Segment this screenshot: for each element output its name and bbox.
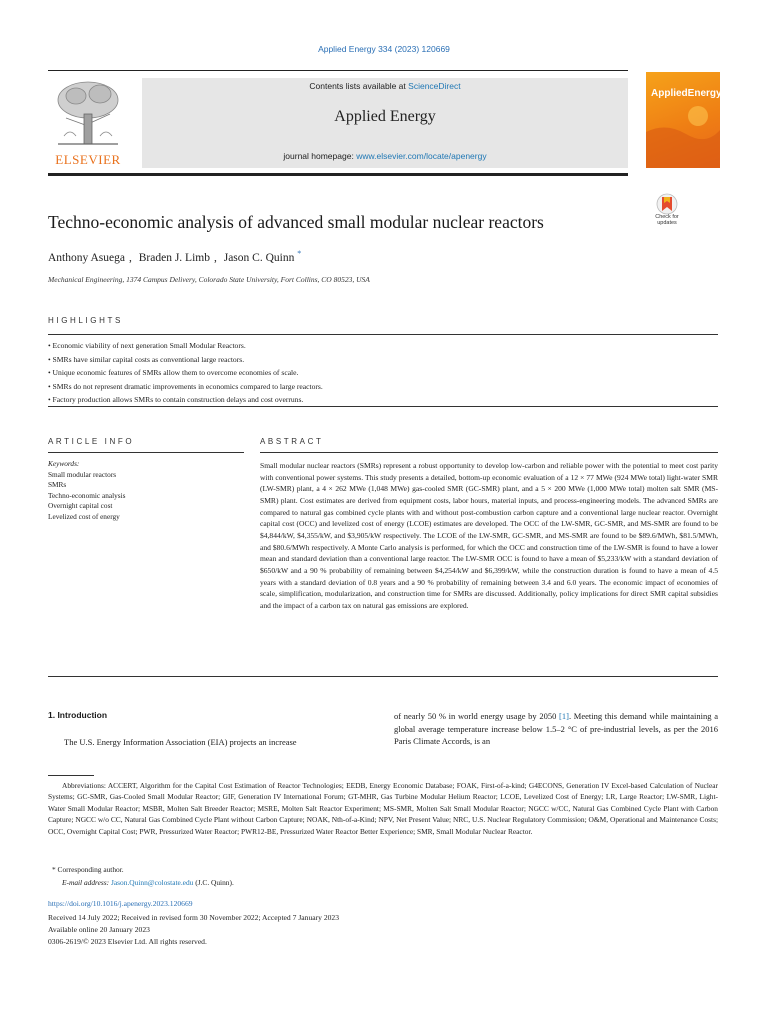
introduction-heading: 1. Introduction xyxy=(48,710,108,720)
email-line xyxy=(62,878,234,887)
paper-title: Techno-economic analysis of advanced small modular nuclear reactors xyxy=(48,212,544,232)
highlights-heading: HIGHLIGHTS xyxy=(48,316,123,325)
check-for-updates-badge[interactable] xyxy=(646,193,688,233)
keyword: Levelized cost of energy xyxy=(48,511,120,521)
received-dates: Received 14 July 2022; Received in revised form 30 November 2022; Accepted 7 January 2023 xyxy=(48,913,340,922)
email-suffix: (J.C. Quinn). xyxy=(193,878,234,887)
contents-line xyxy=(142,81,628,91)
corresponding-author-mark[interactable]: * xyxy=(297,249,302,258)
journal-name: Applied Energy xyxy=(334,108,436,125)
author-name[interactable]: Anthony Asuega xyxy=(48,251,125,264)
affiliation: Mechanical Engineering, 1374 Campus Delivery, Colorado State University, Fort Collins, CO 80523, USA xyxy=(48,275,370,284)
footnote-divider xyxy=(48,775,94,776)
cover-title: AppliedEnergy xyxy=(651,88,722,99)
highlight-item: • SMRs do not represent dramatic improvements in economics compared to large reactors. xyxy=(48,381,323,391)
homepage-line xyxy=(142,151,628,161)
keyword: Overnight capital cost xyxy=(48,501,113,510)
email-link[interactable]: Jason.Quinn@colostate.edu xyxy=(111,878,194,887)
highlight-item: • SMRs have similar capital costs as conventional large reactors. xyxy=(48,354,245,364)
highlights-list xyxy=(48,339,718,407)
doi-link[interactable]: https://doi.org/10.1016/j.apenergy.2023.120669 xyxy=(48,899,193,908)
abstract-text: Small modular nuclear reactors (SMRs) represent a robust opportunity to develop low-carbon and reliable power with the potential to meet cost parity with conventional power systems. This study presents a detailed, bottom-up economic evaluation of a 12 × 77 MWe (924 MWe total) light-water SMR (LW-SMR) plant, a 4 × 262 MWe (1,048 MWe) gas-cooled SMR (GC-SMR) plant, and a 5 × 200 MWe (1,000 MWe total) molten salt SMR (MS-SMR) plant. Cost estimates are derived from equipment costs, labor hours, material inputs, and process-engineering models. The advanced SMRs are compared to natural gas combined cycle plants with and without post-combustion carbon capture and a conventional large nuclear reactor. Overnight capital cost (OCC) and levelized cost of energy (LCOE) estimates are developed. The OCC of the LW-SMR, GC-SMR, and MS-SMR are found to be $4,844/kW, $4,355/kW, and $3,905/kW respectively. The LCOE of the LW-SMR, GC-SMR, and MS-SMR are found to be $89.6/MWh, $81.5/MWh, and $80.6/MWh respectively. A Monte Carlo analysis is performed, for which the OCC and construction time of the LW-SMR is found to have a lower mean and standard deviation than a conventional large reactor. The LW-SMR OCC is found to have a mean of $5,233/kW with a standard deviation of $650/kW and a 90 % probability of remaining between $4,254/kW and $6,399/kW, while the construction duration is found to have a mean of 4.5 years with a standard deviation of 0.8 years and a 90 % probability of remaining between 3.4 and 6.0 years. The economic impact of economies of scale, simplification, modularization, and construction time for SMRs are discussed. Additionally, policy implications for direct SMR capital subsidies and the impact of a carbon tax on natural gas emissions are explored. xyxy=(260,461,718,610)
divider xyxy=(48,452,244,453)
author-name[interactable]: Jason C. Quinn xyxy=(223,251,295,264)
abstract-heading: ABSTRACT xyxy=(260,437,324,446)
keyword: Small modular reactors xyxy=(48,469,117,479)
author-name[interactable]: Braden J. Limb xyxy=(138,251,210,264)
sciencedirect-link[interactable]: ScienceDirect xyxy=(408,81,461,91)
bookmark-icon xyxy=(646,193,688,215)
intro-text-part: of nearly 50 % in world energy usage by 2050 xyxy=(394,711,560,721)
author-list: Anthony Asuega , Braden J. Limb , Jason C. Quinn * xyxy=(48,249,302,264)
highlight-item: • Factory production allows SMRs to contain construction delays and cost overruns. xyxy=(48,395,304,404)
abbreviations-footnote: Abbreviations: ACCERT, Algorithm for the Capital Cost Estimation of Reactor Technologies; EEDB, Energy Economic Database; FOAK, First-of-a-kind; G4ECONS, Generation IV Excel-based Calculation of Nuclear Systems; GC-SMR, Gas-Cooled Small Modular Reactor; GIF, Generation IV International Forum; GT-MHR, Gas Turbine Modular Helium Reactor; LCOE, Levelized Cost of Energy; LR, Large Reactor; LW-SMR, Light-Water Small Modular Reactor; MSBR, Molten Salt Breeder Reactor; MSRE, Molten Salt Reactor Experiment; MS-SMR, Molten Salt Small Modular Reactor; NGCC w/CC, Natural Gas Combined Cycle Plant with Carbon Capture; NGCC w/o CC, Natural Gas Combined Cycle Plant without Carbon Capture; NOAK, Nth-of-a-Kind; NPV, Net Present Value; NRC, U.S. Nuclear Regulatory Commission; O&M, Operational and Maintenance Costs; OCC, Overnight Capital Cost; PWR, Pressurized Water Reactor; PWR12-BE, Pressurized Water Reactor Better Experience; SMR, Small Modular Nuclear Reactor. xyxy=(48,781,718,836)
journal-reference[interactable]: Applied Energy 334 (2023) 120669 xyxy=(318,44,450,54)
homepage-prefix: journal homepage: xyxy=(283,151,354,161)
introduction-text-right xyxy=(394,710,718,748)
intro-text-part: . Meeting this demand while maintaining a global average temperature increase below 1.5–2 °C of pre-industrial levels, as per the 2016 Paris Climate Accords, is an xyxy=(394,711,718,746)
citation-link[interactable]: [1] xyxy=(559,711,569,721)
divider xyxy=(260,452,718,453)
introduction-text-left: The U.S. Energy Information Association (EIA) projects an increase xyxy=(64,737,297,747)
divider xyxy=(48,406,718,407)
tree-icon xyxy=(48,78,128,148)
journal-cover[interactable] xyxy=(646,72,720,168)
email-label: E-mail address: xyxy=(62,878,110,887)
journal-header xyxy=(142,78,628,168)
available-online-date: Available online 20 January 2023 xyxy=(48,925,150,934)
keywords-block xyxy=(48,459,244,522)
elsevier-logo xyxy=(48,78,128,168)
keywords-label: Keywords: xyxy=(48,459,80,468)
contents-prefix: Contents lists available at xyxy=(309,81,406,91)
check-updates-label: Check for updates xyxy=(655,214,679,226)
divider xyxy=(48,676,718,677)
highlight-item: • Economic viability of next generation Small Modular Reactors. xyxy=(48,341,246,350)
homepage-link[interactable]: www.elsevier.com/locate/apenergy xyxy=(356,151,487,161)
divider xyxy=(48,334,718,335)
article-info-heading: ARTICLE INFO xyxy=(48,437,135,446)
copyright-line: 0306-2619/© 2023 Elsevier Ltd. All rights reserved. xyxy=(48,937,207,946)
keyword: Techno-economic analysis xyxy=(48,490,126,500)
publisher-name: ELSEVIER xyxy=(55,152,121,167)
corresponding-author-note: * Corresponding author. xyxy=(52,865,124,874)
highlight-item: • Unique economic features of SMRs allow them to overcome economies of scale. xyxy=(48,368,299,377)
cover-art-icon xyxy=(646,72,720,168)
keyword: SMRs xyxy=(48,480,67,489)
